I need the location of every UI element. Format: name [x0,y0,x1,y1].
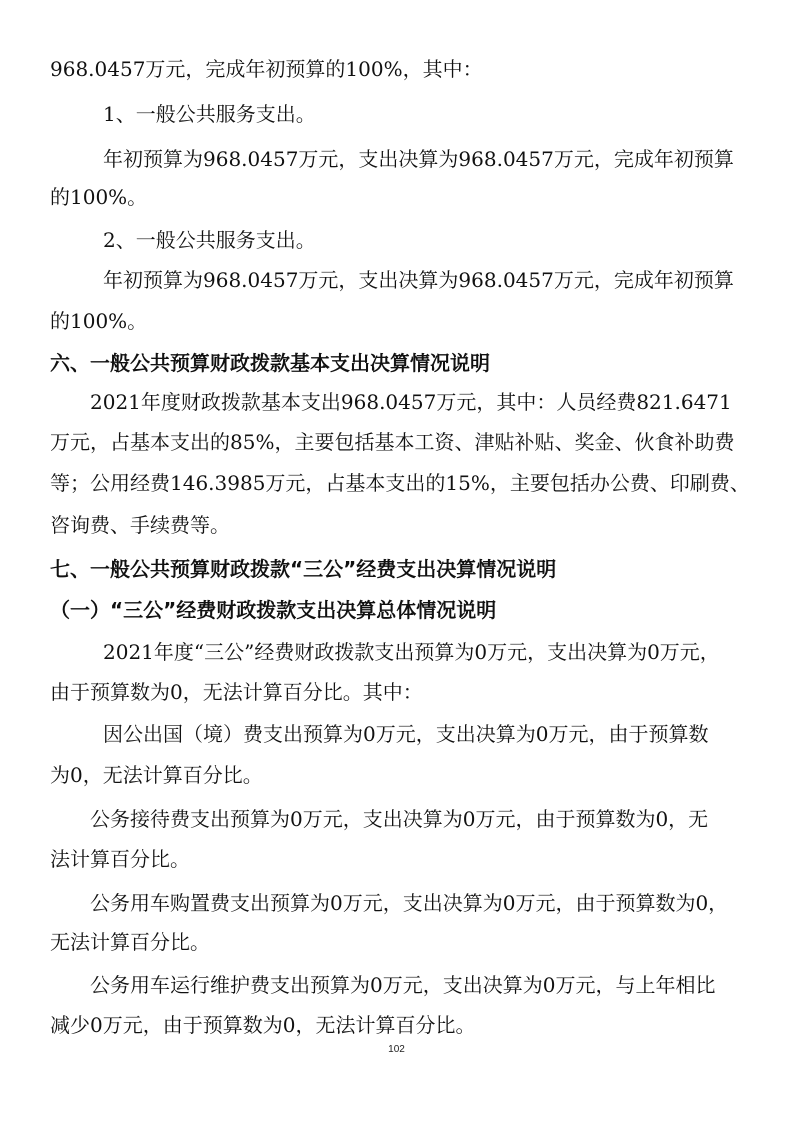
text-line: 为0，无法计算百分比。 [50,763,263,787]
text-line: 万元，占基本支出的85%，主要包括基本工资、津贴补贴、奖金、伙食补助费 [50,430,735,454]
text-line: 2、一般公共服务支出。 [103,228,316,252]
text-line: 等；公用经费146.3985万元，占基本支出的15%，主要包括办公费、印刷费、 [50,471,750,495]
text-line: 2021年度“三公”经费财政拨款支出预算为0万元，支出决算为0万元， [103,640,720,664]
text-line: 年初预算为968.0457万元，支出决算为968.0457万元，完成年初预算 [103,268,734,292]
text-line: 由于预算数为0，无法计算百分比。其中： [50,680,423,704]
subsection-heading: （一）“三公”经费财政拨款支出决算总体情况说明 [50,598,497,622]
text-line: 2021年度财政拨款基本支出968.0457万元，其中：人员经费821.6471 [90,390,732,414]
text-line: 减少0万元，由于预算数为0，无法计算百分比。 [50,1013,476,1037]
text-line: 公务用车购置费支出预算为0万元，支出决算为0万元，由于预算数为0， [90,891,729,915]
text-line: 无法计算百分比。 [50,930,210,954]
text-line: 年初预算为968.0457万元，支出决算为968.0457万元，完成年初预算 [103,147,734,171]
section-heading: 七、一般公共预算财政拨款“三公”经费支出决算情况说明 [50,557,557,581]
text-line: 968.0457万元，完成年初预算的100%，其中： [50,57,483,81]
page-number: 102 [388,1044,405,1055]
text-line: 1、一般公共服务支出。 [103,102,316,126]
text-line: 公务用车运行维护费支出预算为0万元，支出决算为0万元，与上年相比 [90,973,716,997]
section-heading: 六、一般公共预算财政拨款基本支出决算情况说明 [50,351,490,375]
text-line: 公务接待费支出预算为0万元，支出决算为0万元，由于预算数为0，无 [90,807,709,831]
text-line: 的100%。 [50,309,148,333]
text-line: 咨询费、手续费等。 [50,513,230,537]
text-line: 法计算百分比。 [50,847,190,871]
text-line: 的100%。 [50,185,148,209]
text-line: 因公出国（境）费支出预算为0万元，支出决算为0万元，由于预算数 [103,722,709,746]
